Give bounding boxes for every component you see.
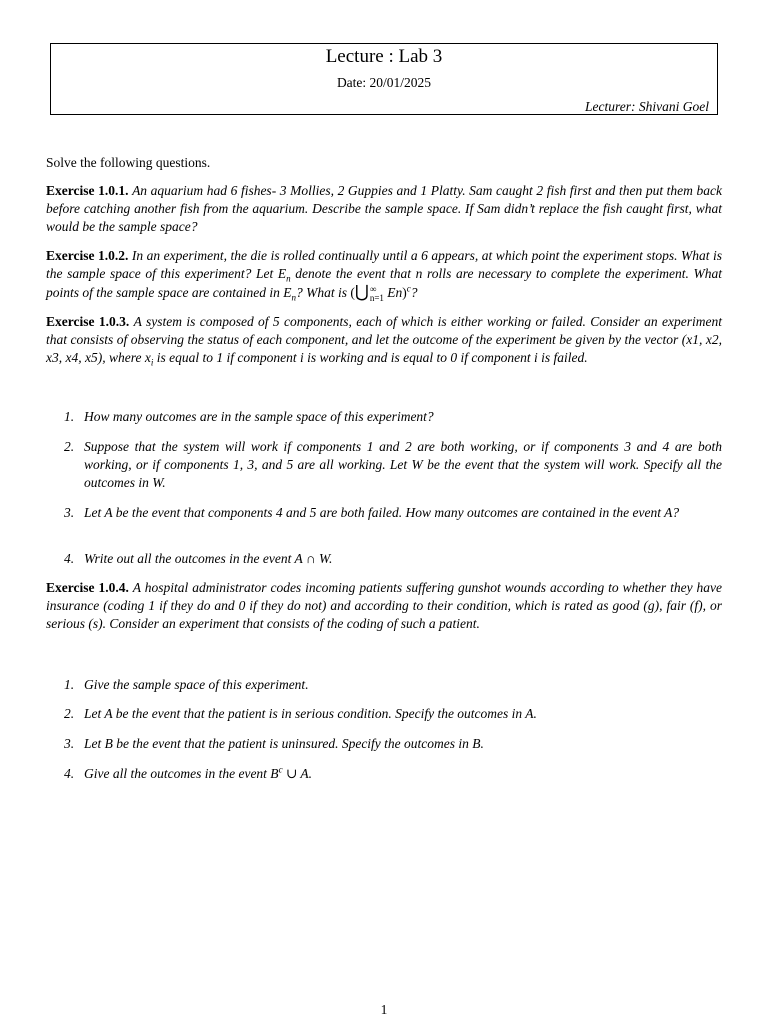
math-E — [277, 266, 291, 284]
math-En-symbol: E — [283, 285, 292, 301]
exercise-2-text-a: In an experiment, the die is rolled continually until a 6 appears, at which point the experiment stops. What is the sample space of this experiment? Let — [46, 248, 723, 282]
list-item-text — [84, 765, 722, 783]
list-number: 1. — [64, 677, 75, 692]
page-number: 1 — [380, 1002, 388, 1017]
list-item-text: Let B be the event that the patient is uninsured. Specify the outcomes in B. — [84, 736, 484, 751]
exercise-2-text-c: ? What is — [295, 285, 351, 301]
math-En-sub: n — [291, 293, 296, 304]
list-item — [64, 705, 722, 723]
exercise-3 — [46, 313, 722, 368]
exercise-1-label: Exercise 1.0.1. — [46, 183, 129, 198]
list-item-text: Give the sample space of this experiment. — [84, 677, 309, 692]
list-item — [64, 765, 722, 783]
list-item — [64, 408, 722, 426]
exercise-3-text-a: A system is composed of 5 components, each of which is either working or failed. Consider an experiment that consists of observing the status of each component, and let the outcome of the experiment be given by the vector — [46, 314, 723, 348]
list-item — [64, 735, 722, 753]
list-number: 4. — [64, 766, 75, 781]
list-item-text: How many outcomes are in the sample space of this experiment? — [84, 409, 434, 424]
math-union: (⋃∞ n=1 En)$^c$ — [350, 282, 411, 304]
list-item-text-b: ∪ A. — [282, 766, 313, 781]
lecture-date: Date: 20/01/2025 — [336, 75, 432, 90]
list-number: 4. — [64, 551, 75, 566]
exercise-3-vector: (x1, x2, x3, x4, x5) — [46, 332, 722, 366]
union-expr: En — [387, 285, 403, 301]
list-item — [64, 504, 722, 522]
union-limits — [370, 285, 384, 303]
exercise-4 — [46, 579, 722, 634]
list-number: 1. — [64, 409, 75, 424]
exercise-3-text-c: is equal to 1 if component i is working and is equal to 0 if component i is failed. — [153, 350, 588, 366]
exercise-4-label: Exercise 1.0.4. — [46, 580, 129, 595]
exercise-4-text: A hospital administrator codes incoming patients suffering gunshot wounds according to whether they have insurance (coding 1 if they do and 0 if they do not) and according to their condition, which is rated as good (g), fair (f), or serious (s). Consider an experiment that consists of the coding of such a patient. — [46, 580, 723, 632]
union-complement: c — [406, 283, 411, 294]
list-number: 2. — [64, 439, 75, 454]
list-number: 3. — [64, 736, 75, 751]
exercise-3-sub-i: i — [150, 358, 154, 369]
math-En — [283, 285, 296, 304]
list-number: 2. — [64, 706, 75, 721]
list-item-text: Let A be the event that components 4 and 5 are both failed. How many outcomes are contained in the event A? — [84, 505, 680, 520]
exercise-2-text-d: ? — [410, 285, 418, 301]
list-item-text: Write out all the outcomes in the event A ∩ W. — [84, 551, 333, 566]
list-item — [64, 438, 722, 493]
exercise-1-text: An aquarium had 6 fishes- 3 Mollies, 2 Guppies and 1 Platty. Sam caught 2 fish first and then put them back before catching another fish from the aquarium. Describe the sample space. If Sam didn’t replace the fish caught first, what would be the sample space? — [46, 183, 723, 235]
page-title: Lecture : Lab 3 — [325, 46, 443, 67]
exercise-3-text-b: , where x — [102, 350, 151, 366]
math-E-sub: n — [286, 273, 291, 284]
complement-sup: c — [278, 764, 283, 775]
union-lower: n=1 — [369, 293, 384, 304]
intro-text: Solve the following questions. — [46, 155, 211, 170]
math-E-symbol: E — [277, 266, 287, 282]
lecturer-name: Lecturer: Shivani Goel — [585, 99, 709, 114]
list-item — [64, 550, 722, 568]
list-number: 3. — [64, 505, 75, 520]
list-item-text: Suppose that the system will work if components 1 and 2 are both working, or if components 3 and 4 are both working, or if components 1, 3, and 5 are all working. Let W be the event that the system will work. Specify all the outcomes in W. — [84, 439, 722, 491]
list-item-text: Let A be the event that the patient is in serious condition. Specify the outcomes in A. — [84, 706, 537, 721]
exercise-2-text-b: denote the event that n rolls are necessary to complete the experiment. What points of the sample space are contained in — [46, 266, 722, 301]
union-upper: ∞ — [369, 284, 377, 295]
list-item-text-a: Give all the outcomes in the event B — [84, 766, 279, 781]
list-item — [64, 676, 722, 694]
header-box — [50, 43, 718, 115]
exercise-3-label: Exercise 1.0.3. — [46, 314, 130, 329]
exercise-2 — [46, 247, 722, 303]
exercise-2-label: Exercise 1.0.2. — [46, 248, 129, 263]
exercise-1 — [46, 182, 722, 237]
